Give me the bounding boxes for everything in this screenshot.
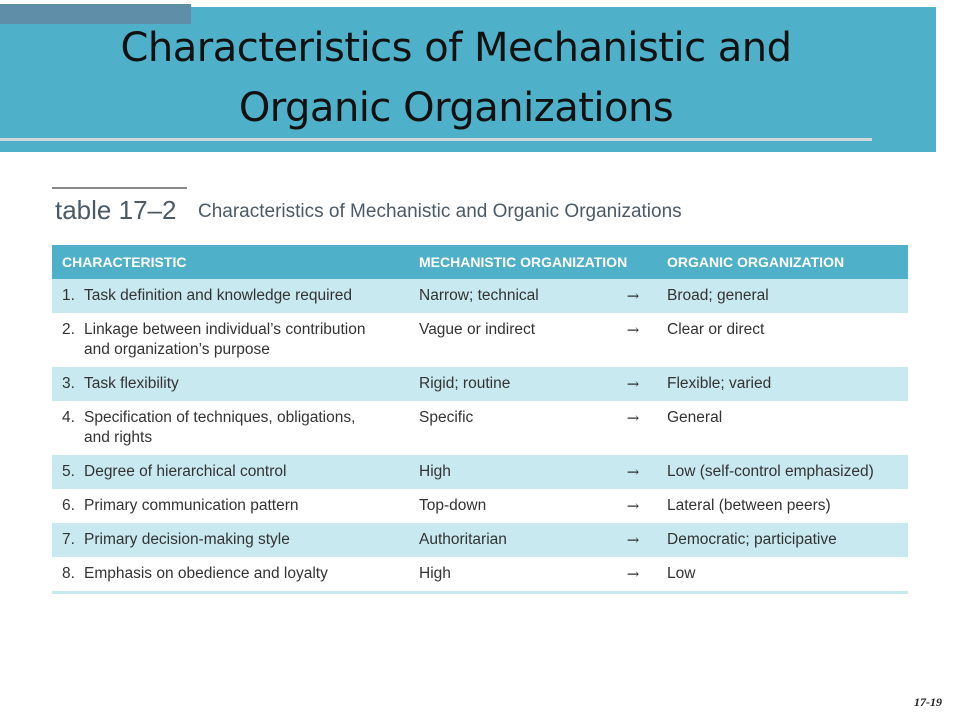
cell-characteristic	[52, 401, 409, 455]
characteristic-text: Primary communication pattern	[84, 497, 299, 514]
arrow-icon: →	[609, 455, 657, 489]
cell-characteristic	[52, 455, 409, 489]
table-label: table 17–2	[55, 195, 177, 225]
cell-organic: Low	[657, 557, 908, 593]
cell-organic: Democratic; participative	[657, 523, 908, 557]
cell-mechanistic: High	[409, 557, 609, 593]
cell-organic: Clear or direct	[667, 321, 765, 338]
characteristic-text: Linkage between individual’s contribution	[84, 321, 366, 338]
row-number: 8.	[62, 565, 75, 582]
table-row	[52, 367, 908, 401]
characteristic-text: Task definition and knowledge required	[84, 287, 352, 304]
row-number: 3.	[62, 375, 75, 392]
table-row	[52, 401, 908, 455]
cell-organic: Low (self-control emphasized)	[657, 455, 908, 489]
header-underline	[0, 138, 872, 141]
table-row	[52, 523, 908, 557]
cell-mechanistic: Narrow; technical	[409, 279, 609, 313]
cell-characteristic	[52, 279, 409, 313]
arrow-icon: →	[609, 367, 657, 401]
cell-organic: General	[667, 409, 723, 426]
table-title: Characteristics of Mechanistic and Organic Organizations	[198, 201, 682, 222]
row-number: 1.	[62, 287, 75, 304]
characteristic-text: Degree of hierarchical control	[84, 463, 287, 480]
cell-mechanistic: Rigid; routine	[409, 367, 609, 401]
characteristic-text-cont: and rights	[84, 429, 153, 446]
characteristics-table	[52, 245, 908, 594]
arrow-icon: →	[609, 523, 657, 557]
characteristic-text: Primary decision-making style	[84, 531, 290, 548]
cell-characteristic	[52, 523, 409, 557]
arrow-icon: →	[626, 409, 640, 427]
arrow-icon: →	[609, 279, 657, 313]
row-number: 7.	[62, 531, 75, 548]
table-row	[52, 455, 908, 489]
header-organic: ORGANIC ORGANIZATION	[657, 245, 908, 279]
row-number: 5.	[62, 463, 75, 480]
caption-rule	[52, 187, 187, 189]
characteristic-text: Task flexibility	[84, 375, 179, 392]
cell-organic: Lateral (between peers)	[667, 497, 831, 514]
slide-title-line-1: Characteristics of Mechanistic and	[120, 25, 792, 71]
cell-mechanistic: Top-down	[419, 497, 487, 514]
cell-characteristic	[52, 367, 409, 401]
cell-organic: Flexible; varied	[657, 367, 908, 401]
arrow-icon: →	[626, 321, 640, 339]
table-header-row	[52, 245, 908, 279]
characteristic-text-cont: and organization’s purpose	[84, 341, 270, 358]
row-number: 2.	[62, 321, 75, 338]
slide-title-line-2: Organic Organizations	[238, 85, 674, 131]
table-row	[52, 313, 908, 367]
slide-number: 17-19	[914, 695, 942, 709]
cell-mechanistic: Specific	[419, 409, 474, 426]
table-row	[52, 279, 908, 313]
cell-characteristic	[52, 557, 409, 593]
arrow-icon: →	[609, 557, 657, 593]
cell-mechanistic: Vague or indirect	[419, 321, 536, 338]
row-number: 4.	[62, 409, 75, 426]
characteristic-text: Specification of techniques, obligations,	[84, 409, 356, 426]
row-number: 6.	[62, 497, 75, 514]
slide-title	[40, 18, 872, 138]
header-characteristic: CHARACTERISTIC	[52, 245, 409, 279]
header-mechanistic: MECHANISTIC ORGANIZATION	[409, 245, 657, 279]
cell-organic: Broad; general	[657, 279, 908, 313]
arrow-icon: →	[626, 497, 640, 515]
cell-mechanistic: High	[409, 455, 609, 489]
cell-characteristic	[52, 489, 409, 523]
table-row	[52, 489, 908, 523]
cell-characteristic	[52, 313, 409, 367]
table-row	[52, 557, 908, 593]
cell-mechanistic: Authoritarian	[409, 523, 609, 557]
characteristic-text: Emphasis on obedience and loyalty	[84, 565, 328, 582]
